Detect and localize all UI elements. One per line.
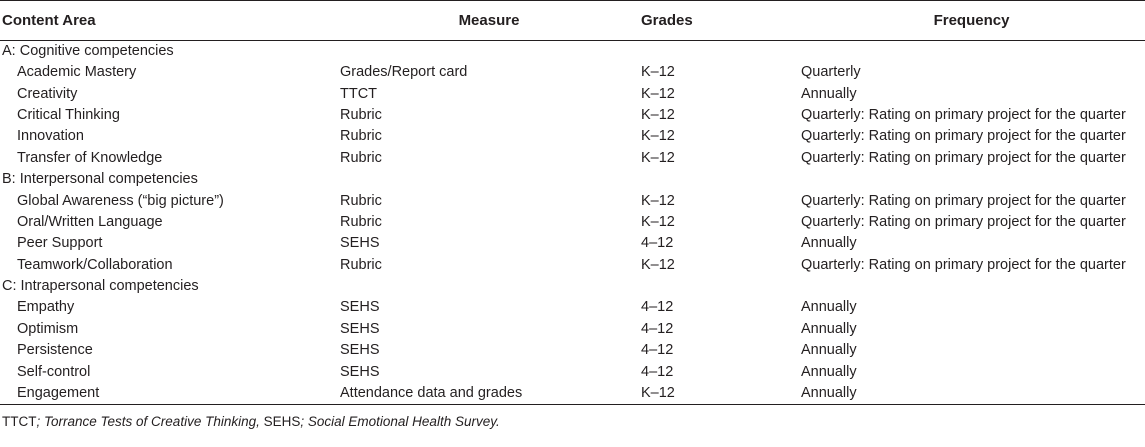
table-row: [0, 319, 1145, 340]
cell-grades: 4–12: [641, 320, 674, 337]
cell-frequency: Quarterly: Rating on primary project for the quarter: [801, 256, 1126, 273]
cell-frequency: Annually: [798, 383, 1145, 405]
header-measure: Measure: [338, 1, 640, 41]
cell-frequency: Annually: [801, 85, 857, 102]
cell-measure: TTCT: [340, 85, 378, 102]
cell-measure: SEHS: [340, 299, 380, 316]
cell-content-area: Innovation: [17, 128, 84, 145]
header-content-area: Content Area: [0, 1, 338, 41]
cell-grades: K–12: [641, 85, 675, 102]
table-footnote: [0, 414, 1145, 429]
table-row: [0, 212, 1145, 233]
cell-grades: K–12: [641, 256, 675, 273]
table-body: [0, 41, 1145, 405]
cell-content-area: Self-control: [17, 363, 91, 380]
cell-content-area: Empathy: [17, 299, 75, 316]
cell-content-area: Academic Mastery: [17, 64, 137, 81]
cell-measure: Rubric: [340, 149, 382, 166]
footnote-abbr-sehs: SEHS: [259, 413, 301, 429]
cell-frequency: Quarterly: Rating on primary project for the quarter: [801, 149, 1126, 166]
cell-measure: SEHS: [340, 235, 380, 252]
table-row: [0, 233, 1145, 254]
table-row: [0, 62, 1145, 83]
cell-grades: K–12: [641, 213, 675, 230]
cell-content-area: Critical Thinking: [17, 106, 120, 123]
cell-content-area: Optimism: [17, 320, 79, 337]
cell-measure: Rubric: [340, 192, 382, 209]
cell-measure: Rubric: [340, 128, 382, 145]
cell-grades: K–12: [641, 149, 675, 166]
cell-frequency: Quarterly: Rating on primary project for the quarter: [801, 213, 1126, 230]
table-row: [0, 190, 1145, 211]
cell-frequency: Annually: [801, 342, 857, 359]
cell-grades: K–12: [641, 64, 675, 81]
cell-measure: Grades/Report card: [340, 64, 468, 81]
table-header: [0, 1, 1145, 41]
section-title: A: Cognitive competencies: [2, 43, 174, 59]
header-grades: Grades: [640, 1, 798, 41]
table-row: [0, 383, 1145, 405]
cell-measure: Rubric: [340, 106, 382, 123]
table-row: [0, 83, 1145, 104]
cell-content-area: Persistence: [17, 342, 93, 359]
section-row: [0, 169, 1145, 190]
cell-measure: SEHS: [340, 363, 380, 380]
cell-frequency: Annually: [801, 299, 857, 316]
table-row: [0, 255, 1145, 276]
cell-grades: 4–12: [641, 299, 674, 316]
cell-frequency: Quarterly: [801, 64, 861, 81]
table-row: [0, 340, 1145, 361]
cell-frequency: Quarterly: Rating on primary project for the quarter: [801, 128, 1126, 145]
cell-grades: 4–12: [641, 235, 674, 252]
cell-measure: Rubric: [340, 256, 382, 273]
cell-grades: K–12: [641, 192, 675, 209]
cell-measure: SEHS: [340, 342, 380, 359]
footnote-def-ttct: ; Torrance Tests of Creative Thinking,: [36, 413, 260, 429]
cell-content-area: Creativity: [17, 85, 78, 102]
section-row: [0, 276, 1145, 297]
cell-content-area: Engagement: [0, 383, 338, 405]
table-row: [0, 105, 1145, 126]
cell-grades: 4–12: [641, 363, 674, 380]
cell-grades: 4–12: [641, 342, 674, 359]
header-frequency: Frequency: [798, 1, 1145, 41]
section-title: C: Intrapersonal competencies: [2, 278, 199, 295]
cell-content-area: Teamwork/Collaboration: [17, 256, 173, 273]
section-title: B: Interpersonal competencies: [2, 171, 198, 188]
cell-content-area: Peer Support: [17, 235, 103, 252]
cell-grades: K–12: [641, 106, 675, 123]
table-row: [0, 297, 1145, 318]
table-row: [0, 361, 1145, 382]
cell-content-area: Transfer of Knowledge: [17, 149, 163, 166]
cell-measure: Rubric: [340, 213, 382, 230]
footnote-abbr-ttct: TTCT: [2, 413, 37, 429]
header-row: [0, 1, 1145, 41]
cell-content-area: Oral/Written Language: [17, 213, 163, 230]
cell-measure: SEHS: [340, 320, 380, 337]
cell-measure: Attendance data and grades: [338, 383, 640, 405]
cell-frequency: Annually: [801, 320, 857, 337]
cell-frequency: Quarterly: Rating on primary project for the quarter: [801, 192, 1126, 209]
table-row: [0, 148, 1145, 169]
cell-frequency: Annually: [801, 363, 857, 380]
cell-grades: K–12: [641, 128, 675, 145]
cell-frequency: Quarterly: Rating on primary project for the quarter: [801, 106, 1126, 123]
table-row: [0, 126, 1145, 147]
footnote-def-sehs: ; Social Emotional Health Survey.: [300, 413, 500, 429]
cell-grades: K–12: [640, 383, 798, 405]
cell-frequency: Annually: [801, 235, 857, 252]
section-row: [0, 41, 1145, 63]
cell-content-area: Global Awareness (“big picture”): [17, 192, 224, 209]
